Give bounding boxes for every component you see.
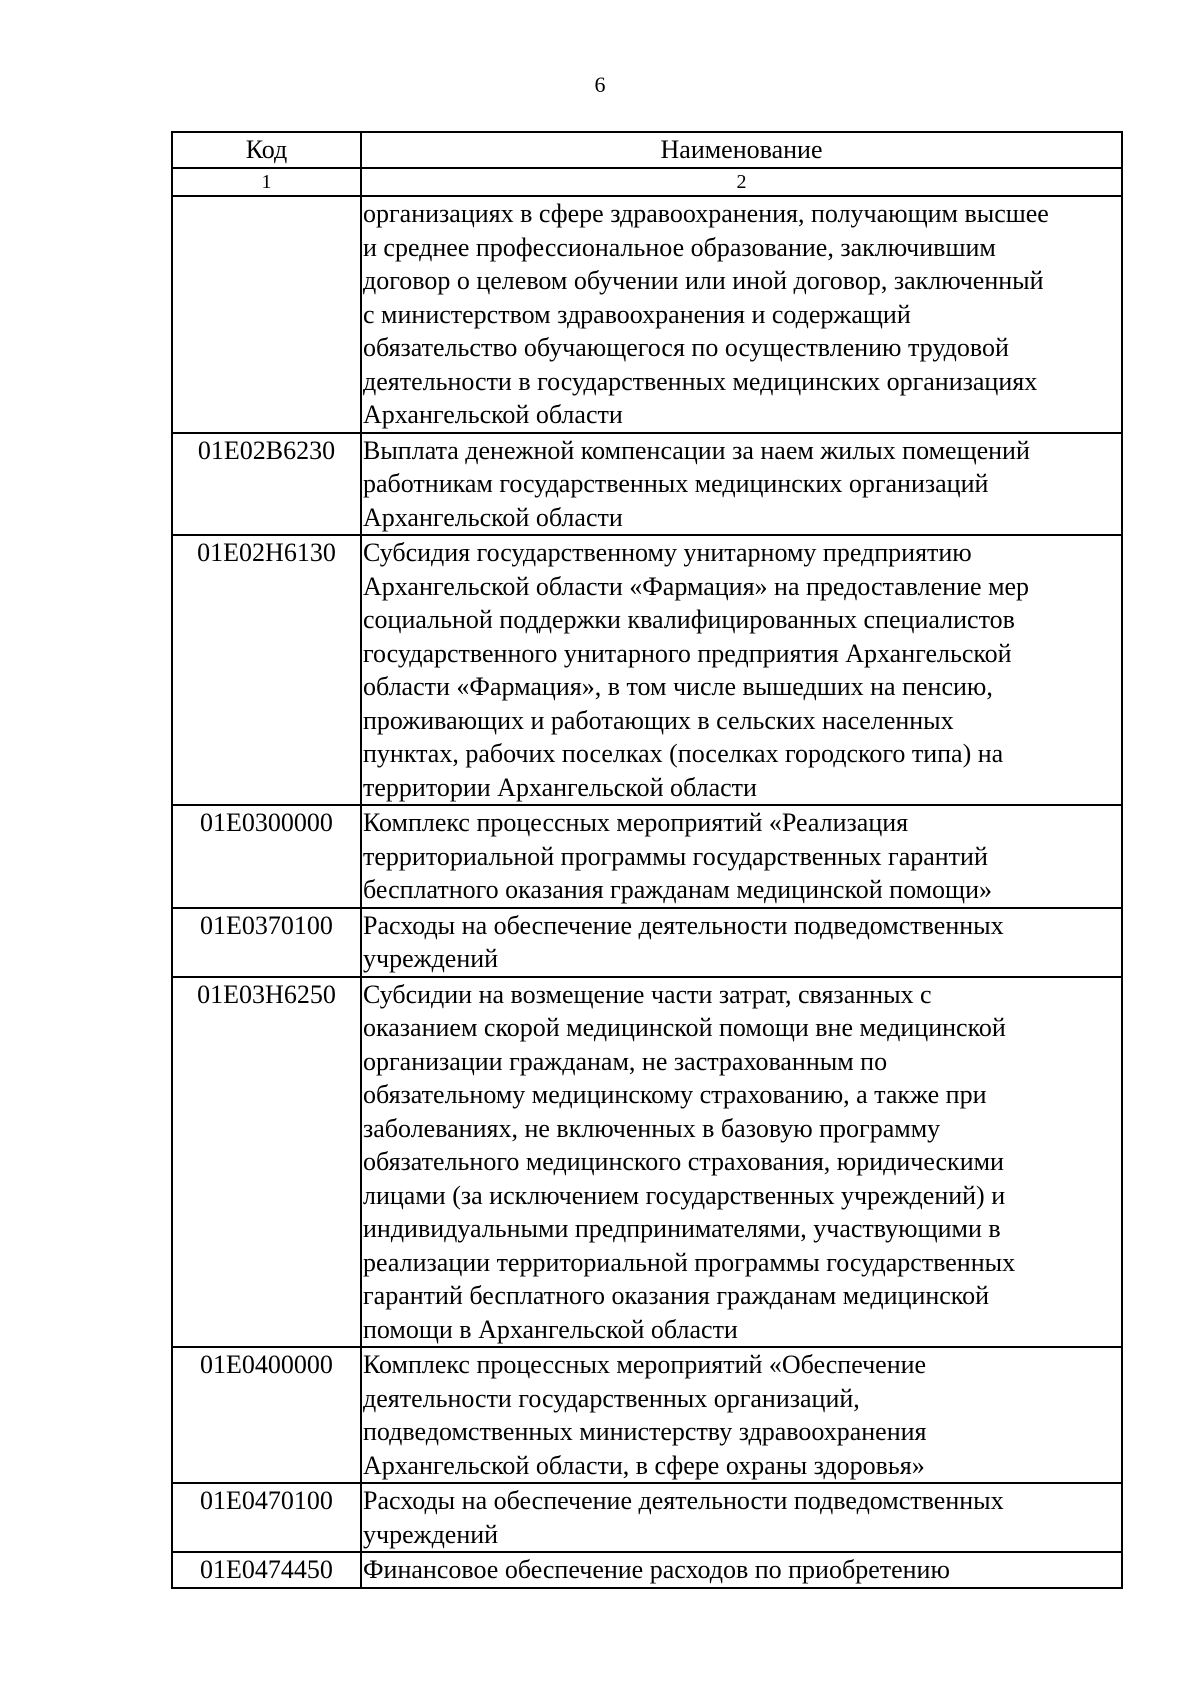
table-row (172, 433, 1122, 536)
row-name-line: подведомственных министерству здравоохранения (363, 1417, 927, 1446)
row-name (361, 196, 1122, 433)
row-name-line: обязательному медицинскому страхованию, а также при (363, 1080, 987, 1109)
row-code: 01Е02В6230 (172, 433, 361, 536)
row-name-line: Финансовое обеспечение расходов по приобретению (363, 1555, 950, 1584)
row-name-line: учреждений (363, 944, 499, 973)
row-name-line: договор о целевом обучении или иной договор, заключенный (363, 266, 1044, 295)
row-name (361, 433, 1122, 536)
row-name-line: организации гражданам, не застрахованным по (363, 1046, 888, 1076)
table-header-row (172, 132, 1122, 168)
column-number-row (172, 168, 1122, 196)
row-name-line: Архангельской области (363, 400, 623, 429)
row-name-line: Комплекс процессных мероприятий «Обеспечение (363, 1350, 927, 1379)
row-name-line: лицами (за исключением государственных учреждений) и (363, 1180, 1006, 1210)
table-body (172, 196, 1122, 1588)
budget-code-table (171, 131, 1123, 1589)
table-row (172, 1552, 1122, 1588)
row-code: 01Е0400000 (172, 1347, 361, 1483)
row-name-line: организациях в сфере здравоохранения, получающим высшее (363, 199, 1049, 228)
row-name-line: индивидуальными предпринимателями, участвующими в (363, 1214, 1001, 1243)
row-name-line: области «Фармация», в том числе вышедших на пенсию, (363, 672, 993, 701)
row-name-line: Выплата денежной компенсации за наем жилых помещений (363, 435, 1030, 465)
row-name-line: деятельности в государственных медицинских организациях (363, 366, 1038, 396)
row-name-line: обязательного медицинского страхования, юридическими (363, 1147, 1004, 1176)
row-name-line: Комплекс процессных мероприятий «Реализация (363, 808, 909, 837)
header-code: Код (172, 132, 361, 168)
row-name-line: территории Архангельской области (363, 772, 757, 802)
row-code: 01Е03Н6250 (172, 977, 361, 1348)
row-code: 01Е0370100 (172, 908, 361, 977)
row-name (361, 1552, 1122, 1588)
table-row (172, 196, 1122, 433)
row-name-line: территориальной программы государственных гарантий (363, 841, 988, 871)
row-code (172, 196, 361, 433)
row-name-line: проживающих и работающих в сельских населенных (363, 705, 954, 735)
row-name-line: бесплатного оказания гражданам медицинской помощи» (363, 875, 992, 904)
row-name-line: учреждений (363, 1519, 499, 1549)
row-name-line: с министерством здравоохранения и содержащий (363, 299, 911, 329)
table-row (172, 1347, 1122, 1483)
row-code: 01Е0300000 (172, 805, 361, 908)
row-name (361, 805, 1122, 908)
page-number: 6 (594, 72, 606, 97)
row-name-line: государственного унитарного предприятия Архангельской (363, 638, 1012, 668)
row-name-line: Архангельской области «Фармация» на предоставление мер (363, 571, 1030, 601)
row-name-line: Расходы на обеспечение деятельности подведомственных (363, 910, 1004, 940)
row-name-line: Расходы на обеспечение деятельности подведомственных (363, 1486, 1004, 1515)
column-number-name: 2 (361, 168, 1122, 196)
row-name-line: пунктах, рабочих поселках (поселках городского типа) на (363, 739, 1004, 768)
row-name-line: работникам государственных медицинских организаций (363, 469, 989, 498)
table-row (172, 977, 1122, 1348)
row-name-line: социальной поддержки квалифицированных специалистов (363, 605, 1015, 634)
row-name-line: гарантий бесплатного оказания гражданам медицинской (363, 1281, 990, 1310)
row-name (361, 977, 1122, 1348)
row-name-line: Архангельской области (363, 502, 623, 532)
row-name-line: заболеваниях, не включенных в базовую программу (363, 1113, 941, 1143)
row-name-line: деятельности государственных организаций, (363, 1383, 860, 1413)
row-name-line: Субсидии на возмещение части затрат, связанных с (363, 979, 932, 1009)
row-name-line: и среднее профессиональное образование, заключившим (363, 232, 996, 262)
row-name (361, 908, 1122, 977)
row-name-line: помощи в Архангельской области (363, 1314, 738, 1344)
header-name: Наименование (361, 132, 1122, 168)
column-number-code: 1 (172, 168, 361, 196)
row-name-line: обязательство обучающегося по осуществлению трудовой (363, 333, 1009, 362)
table-row (172, 908, 1122, 977)
row-name-line: реализации территориальной программы государственных (363, 1247, 1016, 1277)
table-row (172, 535, 1122, 805)
row-name (361, 535, 1122, 805)
table-row (172, 805, 1122, 908)
row-code: 01Е0470100 (172, 1483, 361, 1552)
row-name-line: оказанием скорой медицинской помощи вне медицинской (363, 1013, 1006, 1042)
table-row (172, 1483, 1122, 1552)
row-name-line: Субсидия государственному унитарному предприятию (363, 538, 972, 567)
row-code: 01Е02Н6130 (172, 535, 361, 805)
row-code: 01Е0474450 (172, 1552, 361, 1588)
row-name (361, 1347, 1122, 1483)
row-name-line: Архангельской области, в сфере охраны здоровья» (363, 1450, 925, 1480)
row-name (361, 1483, 1122, 1552)
